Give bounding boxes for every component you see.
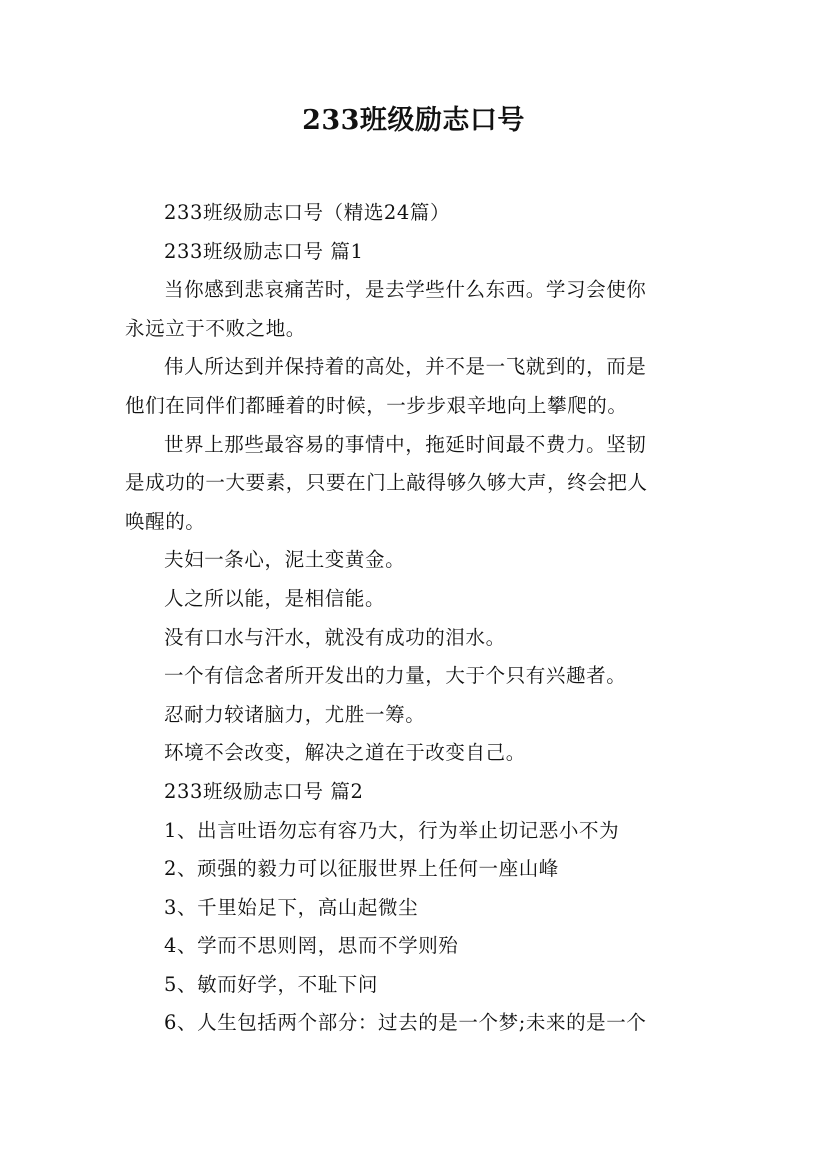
- paragraph-line: 他们在同伴们都睡着的时候，一步步艰辛地向上攀爬的。: [125, 393, 628, 417]
- document-body: [125, 194, 705, 1043]
- paragraph: [125, 348, 705, 425]
- paragraph: [125, 734, 705, 773]
- paragraph-line: 6、人生包括两个部分：过去的是一个梦;未来的是一个: [164, 1011, 647, 1035]
- paragraph-line: 233班级励志口号（精选24篇）: [164, 201, 451, 224]
- paragraph-line: 永远立于不败之地。: [125, 316, 306, 340]
- paragraph: [125, 233, 705, 272]
- paragraph-line: 伟人所达到并保持着的高处，并不是一飞就到的，而是: [164, 355, 647, 379]
- paragraph: [125, 812, 705, 851]
- paragraph-line: 5、敏而好学，不耻下问: [164, 972, 379, 996]
- paragraph-line: 没有口水与汗水，就没有成功的泪水。: [164, 625, 506, 649]
- paragraph: [125, 773, 705, 812]
- paragraph-line: 唤醒的。: [125, 509, 206, 533]
- paragraph: [125, 927, 705, 966]
- paragraph-line: 世界上那些最容易的事情中，拖延时间最不费力。坚韧: [164, 432, 647, 456]
- paragraph: [125, 541, 705, 580]
- paragraph: [125, 426, 705, 542]
- paragraph: [125, 696, 705, 735]
- paragraph-line: 233班级励志口号 篇1: [164, 239, 364, 263]
- paragraph: [125, 657, 705, 696]
- document-title: 233班级励志口号: [302, 105, 525, 136]
- paragraph-line: 夫妇一条心，泥土变黄金。: [164, 548, 406, 572]
- paragraph: [125, 850, 705, 889]
- paragraph: [125, 194, 705, 233]
- paragraph-line: 人之所以能，是相信能。: [164, 586, 386, 610]
- paragraph-line: 3、千里始足下，高山起微尘: [164, 895, 419, 919]
- paragraph-line: 环境不会改变，解决之道在于改变自己。: [164, 741, 526, 765]
- paragraph-line: 当你感到悲哀痛苦时，是去学些什么东西。学习会使你: [164, 278, 647, 302]
- paragraph-line: 2、顽强的毅力可以征服世界上任何一座山峰: [164, 857, 559, 881]
- paragraph: [125, 966, 705, 1005]
- paragraph-line: 4、学而不思则罔，思而不学则殆: [164, 934, 459, 958]
- paragraph: [125, 271, 705, 348]
- paragraph-line: 是成功的一大要素，只要在门上敲得够久够大声，终会把人: [125, 471, 648, 495]
- paragraph: [125, 1004, 705, 1043]
- paragraph: [125, 619, 705, 658]
- paragraph-line: 忍耐力较诸脑力，尤胜一筹。: [164, 702, 426, 726]
- paragraph-line: 233班级励志口号 篇2: [164, 779, 364, 803]
- paragraph: [125, 580, 705, 619]
- paragraph: [125, 889, 705, 928]
- paragraph-line: 1、出言吐语勿忘有容乃大，行为举止切记恶小不为: [164, 818, 620, 842]
- paragraph-line: 一个有信念者所开发出的力量，大于个只有兴趣者。: [164, 664, 627, 688]
